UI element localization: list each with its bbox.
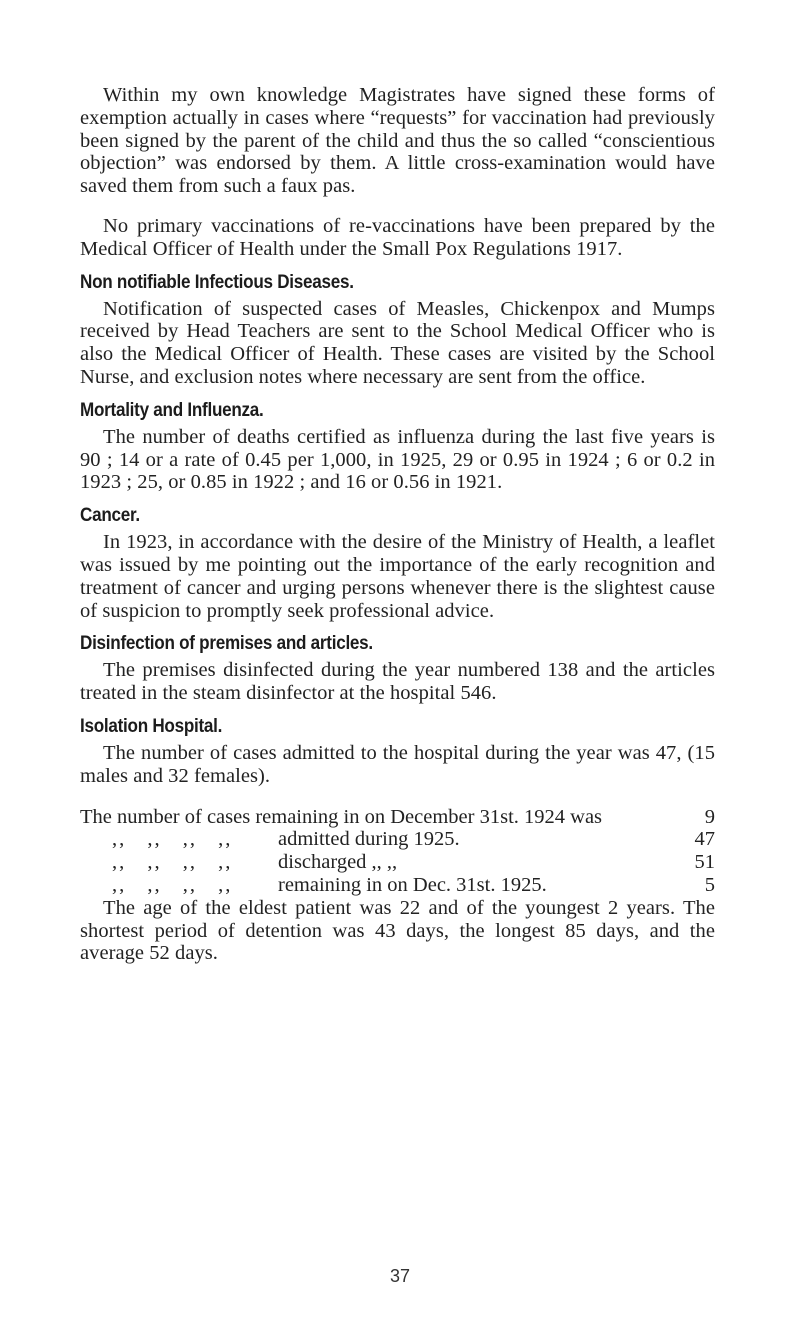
stat-label: The number of cases remaining in on December 31st. 1924 was [80, 805, 603, 828]
exemption-paragraph: Within my own knowledge Magistrates have signed these forms of exemption actually in cases where “requests” for vaccination had previously been signed by the parent of the child and thus the so called “conscientious objection” was endorsed by them. A little cross-examination would have saved them from such a faux pas. [80, 84, 715, 198]
disinfection-paragraph: The premises disinfected during the year numbered 138 and the articles treated in the steam disinfector at the hospital 546. [80, 659, 715, 705]
stat-value: 47 [694, 828, 715, 851]
stat-row [80, 874, 715, 897]
stat-row [80, 806, 715, 829]
stat-label: remaining in on Dec. 31st. 1925. [278, 873, 547, 896]
isolation-stats [80, 806, 715, 897]
cancer-heading: Cancer. [80, 505, 140, 527]
page-number: 37 [389, 1266, 411, 1286]
document-page [80, 84, 715, 965]
mortality-paragraph: The number of deaths certified as influenza during the last five years is 90 ; 14 or a rate of 0.45 per 1,000, in 1925, 29 or 0.95 in 1924 ; 6 or 0.2 in 1923 ; 25, or 0.85 in 1922 ; and 16 or 0.56 in 1921. [80, 425, 715, 494]
ditto-marks: ,, ,, ,, ,, [112, 873, 233, 896]
stat-value: 51 [694, 851, 715, 874]
non-notifiable-paragraph: Notification of suspected cases of Measles, Chickenpox and Mumps received by Head Teachers are sent to the School Medical Officer who is also the Medical Officer of Health. These cases are visited by the School Nurse, and exclusion notes where necessary are sent from the office. [80, 297, 715, 388]
isolation-paragraph: The number of cases admitted to the hospital during the year was 47, (15 males and 32 females). [80, 741, 715, 787]
non-notifiable-heading: Non notifiable Infectious Diseases. [80, 271, 354, 293]
isolation-heading: Isolation Hospital. [80, 715, 223, 737]
disinfection-heading: Disinfection of premises and articles. [80, 633, 373, 655]
stat-row [80, 828, 715, 851]
mortality-heading: Mortality and Influenza. [80, 399, 264, 421]
isolation-closing-paragraph: The age of the eldest patient was 22 and of the youngest 2 years. The shortest period of detention was 43 days, the longest 85 days, and the average 52 days. [80, 896, 715, 965]
vaccinations-paragraph: No primary vaccinations of re-vaccinations have been prepared by the Medical Officer of Health under the Small Pox Regulations 1917. [80, 214, 715, 260]
stat-value: 5 [704, 873, 715, 896]
stat-row [80, 851, 715, 874]
ditto-marks: ,, ,, ,, ,, [112, 828, 233, 851]
stat-value: 9 [704, 805, 715, 828]
ditto-marks: ,, ,, ,, ,, [112, 851, 233, 874]
cancer-paragraph: In 1923, in accordance with the desire of the Ministry of Health, a leaflet was issued by me pointing out the importance of the early recognition and treatment of cancer and urging persons whenever there is the slightest cause of suspicion to promptly seek professional advice. [80, 531, 715, 622]
stat-label: admitted during 1925. [278, 828, 460, 851]
stat-label: discharged ,, ,, [278, 851, 398, 874]
